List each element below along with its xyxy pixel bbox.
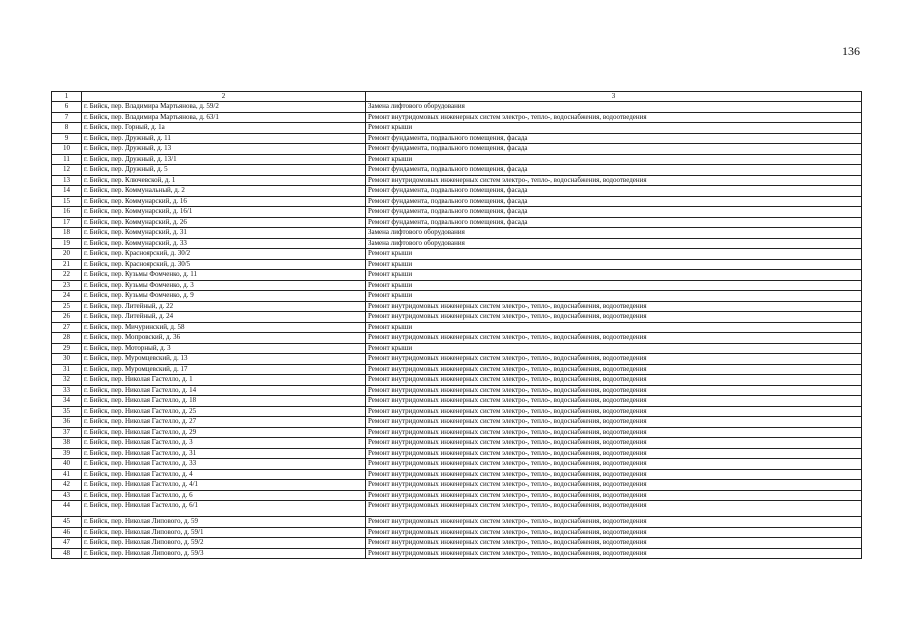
row-address: г. Бийск, пер. Николая Липового, д. 59/2: [82, 538, 366, 549]
table-row: [52, 385, 862, 396]
table-row: [52, 548, 862, 559]
table-row: [52, 438, 862, 449]
table-row: [52, 343, 862, 354]
row-work-type: Ремонт внутридомовых инженерных систем электро-, тепло-, водоснабжения, водоотведения: [366, 448, 862, 459]
row-work-type: Ремонт крыши: [366, 322, 862, 333]
row-number: 47: [52, 538, 82, 549]
row-work-type: Ремонт крыши: [366, 291, 862, 302]
table-row: [52, 301, 862, 312]
column-header-number: 1: [52, 92, 82, 102]
table-row: [52, 238, 862, 249]
table-row: [52, 102, 862, 113]
row-number: 36: [52, 417, 82, 428]
row-number: 23: [52, 280, 82, 291]
table-row: [52, 144, 862, 155]
row-work-type: Ремонт внутридомовых инженерных систем электро-, тепло-, водоснабжения, водоотведения: [366, 501, 862, 517]
column-header-work: 3: [366, 92, 862, 102]
table-row: [52, 469, 862, 480]
table-row: [52, 196, 862, 207]
row-address: г. Бийск, пер. Моторный, д. 3: [82, 343, 366, 354]
row-work-type: Замена лифтового оборудования: [366, 238, 862, 249]
row-address: г. Бийск, пер. Красноярский, д. 30/5: [82, 259, 366, 270]
row-address: г. Бийск, пер. Коммунарский, д. 26: [82, 217, 366, 228]
row-address: г. Бийск, пер. Дружный, д. 13/1: [82, 154, 366, 165]
row-work-type: Ремонт внутридомовых инженерных систем электро-, тепло-, водоснабжения, водоотведения: [366, 112, 862, 123]
row-address: г. Бийск, пер. Владимира Мартьянова, д. 63/1: [82, 112, 366, 123]
row-work-type: Ремонт фундамента, подвального помещения, фасада: [366, 133, 862, 144]
row-address: г. Бийск, пер. Николая Гастелло, д. 4: [82, 469, 366, 480]
row-work-type: Ремонт внутридомовых инженерных систем электро-, тепло-, водоснабжения, водоотведения: [366, 406, 862, 417]
row-number: 21: [52, 259, 82, 270]
row-address: г. Бийск, пер. Мичуринский, д. 58: [82, 322, 366, 333]
row-number: 26: [52, 312, 82, 323]
row-address: г. Бийск, пер. Муромцевский, д. 13: [82, 354, 366, 365]
row-work-type: Ремонт внутридомовых инженерных систем электро-, тепло-, водоснабжения, водоотведения: [366, 354, 862, 365]
row-address: г. Бийск, пер. Николая Гастелло, д. 1: [82, 375, 366, 386]
row-address: г. Бийск, пер. Николая Гастелло, д. 4/1: [82, 480, 366, 491]
row-work-type: Ремонт фундамента, подвального помещения, фасада: [366, 165, 862, 176]
row-number: 41: [52, 469, 82, 480]
row-number: 24: [52, 291, 82, 302]
table-row: [52, 517, 862, 528]
row-number: 48: [52, 548, 82, 559]
table-row: [52, 249, 862, 260]
row-address: г. Бийск, пер. Николая Гастелло, д. 3: [82, 438, 366, 449]
table-row: [52, 217, 862, 228]
row-address: г. Бийск, пер. Николая Гастелло, д. 6/1: [82, 501, 366, 517]
table-row: [52, 165, 862, 176]
row-number: 13: [52, 175, 82, 186]
table-row: [52, 322, 862, 333]
row-work-type: Ремонт крыши: [366, 123, 862, 134]
row-address: г. Бийск, пер. Дружный, д. 5: [82, 165, 366, 176]
row-number: 17: [52, 217, 82, 228]
table-row: [52, 448, 862, 459]
row-number: 9: [52, 133, 82, 144]
row-work-type: Ремонт крыши: [366, 259, 862, 270]
row-address: г. Бийск, пер. Кузьмы Фомченко, д. 3: [82, 280, 366, 291]
row-number: 27: [52, 322, 82, 333]
row-number: 6: [52, 102, 82, 113]
row-work-type: Ремонт крыши: [366, 270, 862, 281]
table-row: [52, 291, 862, 302]
table-row: [52, 312, 862, 323]
row-number: 7: [52, 112, 82, 123]
table-row: [52, 375, 862, 386]
row-work-type: Ремонт фундамента, подвального помещения, фасада: [366, 196, 862, 207]
row-work-type: Ремонт внутридомовых инженерных систем электро-, тепло-, водоснабжения, водоотведения: [366, 364, 862, 375]
row-number: 44: [52, 501, 82, 517]
row-number: 33: [52, 385, 82, 396]
table-row: [52, 364, 862, 375]
row-work-type: Ремонт внутридомовых инженерных систем электро-, тепло-, водоснабжения, водоотведения: [366, 396, 862, 407]
row-work-type: Ремонт крыши: [366, 343, 862, 354]
row-work-type: Замена лифтового оборудования: [366, 102, 862, 113]
row-number: 19: [52, 238, 82, 249]
row-address: г. Бийск, пер. Литейный, д. 24: [82, 312, 366, 323]
table-row: [52, 259, 862, 270]
row-address: г. Бийск, пер. Коммунарский, д. 16/1: [82, 207, 366, 218]
row-number: 31: [52, 364, 82, 375]
row-work-type: Ремонт внутридомовых инженерных систем электро-, тепло-, водоснабжения, водоотведения: [366, 438, 862, 449]
row-number: 12: [52, 165, 82, 176]
table-row: [52, 333, 862, 344]
row-address: г. Бийск, пер. Муромцевский, д. 17: [82, 364, 366, 375]
row-address: г. Бийск, пер. Николая Гастелло, д. 18: [82, 396, 366, 407]
row-work-type: Ремонт фундамента, подвального помещения, фасада: [366, 207, 862, 218]
table-row: [52, 112, 862, 123]
row-address: г. Бийск, пер. Литейный, д. 22: [82, 301, 366, 312]
row-address: г. Бийск, пер. Коммунальный, д. 2: [82, 186, 366, 197]
row-number: 30: [52, 354, 82, 365]
row-number: 42: [52, 480, 82, 491]
row-number: 39: [52, 448, 82, 459]
row-address: г. Бийск, пер. Николая Гастелло, д. 31: [82, 448, 366, 459]
row-work-type: Ремонт внутридомовых инженерных систем электро-, тепло-, водоснабжения, водоотведения: [366, 538, 862, 549]
row-address: г. Бийск, пер. Коммунарский, д. 33: [82, 238, 366, 249]
table-row: [52, 459, 862, 470]
row-address: г. Бийск, пер. Кузьмы Фомченко, д. 11: [82, 270, 366, 281]
row-number: 15: [52, 196, 82, 207]
row-address: г. Бийск, пер. Коммунарский, д. 16: [82, 196, 366, 207]
table-header-row: [52, 92, 862, 102]
row-work-type: Ремонт внутридомовых инженерных систем электро-, тепло-, водоснабжения, водоотведения: [366, 480, 862, 491]
row-address: г. Бийск, пер. Николая Липового, д. 59: [82, 517, 366, 528]
table-row: [52, 207, 862, 218]
repair-registry-table: [51, 91, 862, 559]
row-address: г. Бийск, пер. Горный, д. 1а: [82, 123, 366, 134]
table-body: [52, 102, 862, 559]
row-work-type: Ремонт внутридомовых инженерных систем электро-, тепло-, водоснабжения, водоотведения: [366, 385, 862, 396]
row-address: г. Бийск, пер. Дружный, д. 11: [82, 133, 366, 144]
row-address: г. Бийск, пер. Николая Гастелло, д. 14: [82, 385, 366, 396]
row-address: г. Бийск, пер. Николая Гастелло, д. 27: [82, 417, 366, 428]
row-work-type: Ремонт внутридомовых инженерных систем электро-, тепло-, водоснабжения, водоотведения: [366, 490, 862, 501]
row-work-type: Ремонт фундамента, подвального помещения, фасада: [366, 217, 862, 228]
row-number: 11: [52, 154, 82, 165]
page-number: 136: [842, 44, 860, 58]
row-number: 22: [52, 270, 82, 281]
row-number: 10: [52, 144, 82, 155]
table-row: [52, 280, 862, 291]
row-work-type: Ремонт внутридомовых инженерных систем электро-, тепло-, водоснабжения, водоотведения: [366, 459, 862, 470]
row-work-type: Ремонт внутридомовых инженерных систем электро-, тепло-, водоснабжения, водоотведения: [366, 175, 862, 186]
row-work-type: Ремонт внутридомовых инженерных систем электро-, тепло-, водоснабжения, водоотведения: [366, 517, 862, 528]
row-number: 18: [52, 228, 82, 239]
table-row: [52, 427, 862, 438]
row-work-type: Ремонт внутридомовых инженерных систем электро-, тепло-, водоснабжения, водоотведения: [366, 312, 862, 323]
row-work-type: Ремонт внутридомовых инженерных систем электро-, тепло-, водоснабжения, водоотведения: [366, 548, 862, 559]
table-row: [52, 175, 862, 186]
row-address: г. Бийск, пер. Коммунарский, д. 31: [82, 228, 366, 239]
row-work-type: Ремонт крыши: [366, 154, 862, 165]
row-number: 35: [52, 406, 82, 417]
row-number: 38: [52, 438, 82, 449]
row-address: г. Бийск, пер. Кузьмы Фомченко, д. 9: [82, 291, 366, 302]
table-row: [52, 133, 862, 144]
row-address: г. Бийск, пер. Николая Гастелло, д. 29: [82, 427, 366, 438]
row-work-type: Ремонт фундамента, подвального помещения, фасада: [366, 144, 862, 155]
row-work-type: Ремонт внутридомовых инженерных систем электро-, тепло-, водоснабжения, водоотведения: [366, 301, 862, 312]
row-address: г. Бийск, пер. Николая Гастелло, д. 6: [82, 490, 366, 501]
row-work-type: Ремонт внутридомовых инженерных систем электро-, тепло-, водоснабжения, водоотведения: [366, 375, 862, 386]
row-address: г. Бийск, пер. Красноярский, д. 30/2: [82, 249, 366, 260]
table-row: [52, 480, 862, 491]
row-number: 37: [52, 427, 82, 438]
row-number: 34: [52, 396, 82, 407]
row-number: 46: [52, 527, 82, 538]
table-row: [52, 123, 862, 134]
row-work-type: Ремонт внутридомовых инженерных систем электро-, тепло-, водоснабжения, водоотведения: [366, 427, 862, 438]
row-work-type: Ремонт внутридомовых инженерных систем электро-, тепло-, водоснабжения, водоотведения: [366, 417, 862, 428]
table-row: [52, 396, 862, 407]
table-row: [52, 417, 862, 428]
row-work-type: Ремонт крыши: [366, 280, 862, 291]
table-row: [52, 406, 862, 417]
column-header-address: 2: [82, 92, 366, 102]
table-row: [52, 154, 862, 165]
table-row: [52, 228, 862, 239]
row-address: г. Бийск, пер. Николая Липового, д. 59/1: [82, 527, 366, 538]
row-work-type: Ремонт фундамента, подвального помещения, фасада: [366, 186, 862, 197]
row-number: 28: [52, 333, 82, 344]
row-address: г. Бийск, пер. Владимира Мартьянова, д. 59/2: [82, 102, 366, 113]
row-number: 32: [52, 375, 82, 386]
table-row: [52, 501, 862, 517]
row-address: г. Бийск, пер. Николая Гастелло, д. 33: [82, 459, 366, 470]
row-number: 8: [52, 123, 82, 134]
row-number: 20: [52, 249, 82, 260]
table-row: [52, 527, 862, 538]
row-work-type: Ремонт внутридомовых инженерных систем электро-, тепло-, водоснабжения, водоотведения: [366, 469, 862, 480]
table-row: [52, 186, 862, 197]
row-address: г. Бийск, пер. Дружный, д. 13: [82, 144, 366, 155]
row-address: г. Бийск, пер. Николая Гастелло, д. 25: [82, 406, 366, 417]
row-number: 40: [52, 459, 82, 470]
table-row: [52, 490, 862, 501]
table-row: [52, 270, 862, 281]
row-work-type: Ремонт внутридомовых инженерных систем электро-, тепло-, водоснабжения, водоотведения: [366, 527, 862, 538]
row-work-type: Замена лифтового оборудования: [366, 228, 862, 239]
row-number: 29: [52, 343, 82, 354]
row-number: 25: [52, 301, 82, 312]
table-row: [52, 538, 862, 549]
row-work-type: Ремонт внутридомовых инженерных систем электро-, тепло-, водоснабжения, водоотведения: [366, 333, 862, 344]
row-number: 16: [52, 207, 82, 218]
row-number: 43: [52, 490, 82, 501]
row-work-type: Ремонт крыши: [366, 249, 862, 260]
table-row: [52, 354, 862, 365]
row-address: г. Бийск, пер. Николая Липового, д. 59/3: [82, 548, 366, 559]
row-number: 45: [52, 517, 82, 528]
row-address: г. Бийск, пер. Ключевской, д. 1: [82, 175, 366, 186]
row-number: 14: [52, 186, 82, 197]
row-address: г. Бийск, пер. Мопровский, д. 36: [82, 333, 366, 344]
